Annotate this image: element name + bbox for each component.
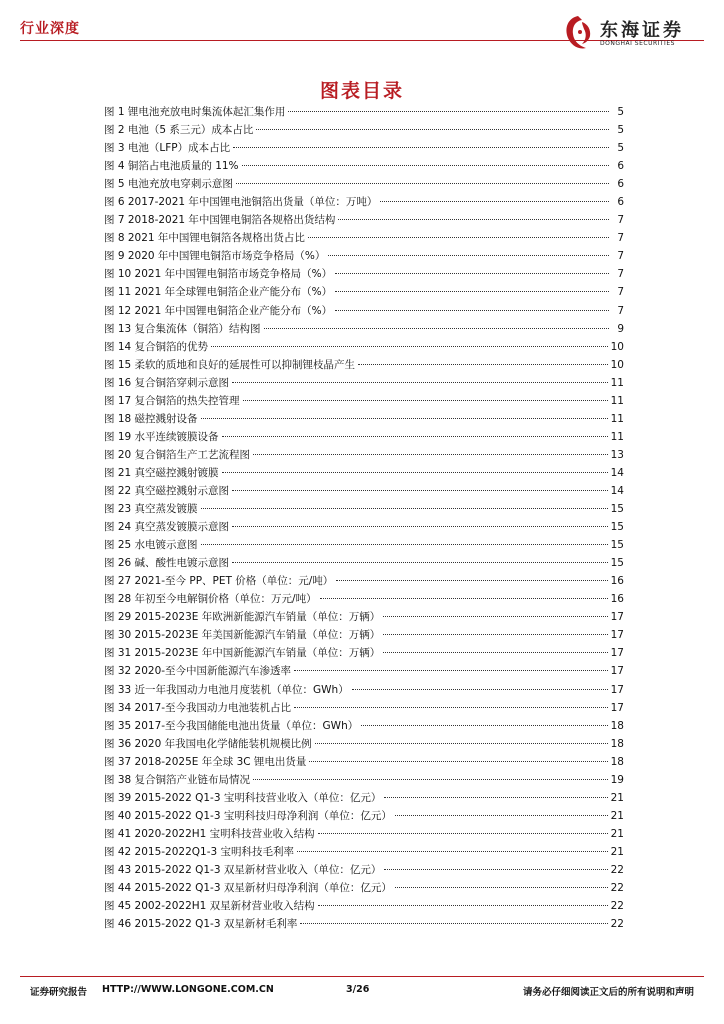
toc-entry-title: 图 5 电池充放电穿刺示意图 xyxy=(104,178,233,191)
dot-leader xyxy=(383,652,607,653)
footer-report-label: 证券研究报告 xyxy=(30,987,88,998)
toc-entry[interactable] xyxy=(104,121,624,139)
dot-leader xyxy=(211,346,608,347)
toc-entry[interactable] xyxy=(104,446,624,464)
toc-entry-page: 15 xyxy=(610,539,624,552)
toc-entry[interactable] xyxy=(104,518,624,536)
toc-entry-title: 图 39 2015-2022 Q1-3 宝明科技营业收入（单位：亿元） xyxy=(104,791,382,804)
dot-leader xyxy=(232,490,608,491)
toc-entry-page: 7 xyxy=(617,232,624,245)
toc-entry-title: 图 15 柔软的质地和良好的延展性可以抑制锂枝晶产生 xyxy=(104,358,356,371)
toc-entry-page: 7 xyxy=(617,250,624,263)
toc-entry[interactable] xyxy=(104,626,624,644)
dot-leader xyxy=(384,797,607,798)
toc-entry[interactable] xyxy=(104,374,624,392)
toc-entry-title: 图 18 磁控溅射设备 xyxy=(104,412,198,425)
toc-entry-page: 14 xyxy=(610,466,624,479)
dot-leader xyxy=(358,364,608,365)
toc-entry-page: 18 xyxy=(610,755,624,768)
toc-entry-page: 11 xyxy=(610,394,624,407)
dot-leader xyxy=(288,111,609,112)
toc-entry[interactable] xyxy=(104,699,624,717)
toc-entry-page: 11 xyxy=(610,376,624,389)
dot-leader xyxy=(201,544,608,545)
toc-entry[interactable] xyxy=(104,807,624,825)
toc-entry-title: 图 17 复合铜箔的热失控管理 xyxy=(104,394,240,407)
toc-entry-title: 图 35 2017-至今我国储能电池出货量（单位：GWh） xyxy=(104,719,359,732)
toc-entry[interactable] xyxy=(104,392,624,410)
toc-entry-title: 图 29 2015-2023E 年欧洲新能源汽车销量（单位：万辆） xyxy=(104,611,381,624)
dot-leader xyxy=(320,598,608,599)
dot-leader xyxy=(361,725,607,726)
toc-entry-title: 图 6 2017-2021 年中国锂电池铜箔出货量（单位：万吨） xyxy=(104,196,378,209)
toc-entry[interactable] xyxy=(104,915,624,933)
dot-leader xyxy=(264,328,609,329)
toc-entry-title: 图 20 复合铜箔生产工艺流程图 xyxy=(104,448,251,461)
report-type-tag: 行业深度 xyxy=(20,21,80,37)
dot-leader xyxy=(242,165,609,166)
toc-entry-title: 图 37 2018-2025E 年全球 3C 锂电出货量 xyxy=(104,755,307,768)
dot-leader xyxy=(253,779,608,780)
toc-entry-title: 图 44 2015-2022 Q1-3 双星新材归母净利润（单位：亿元） xyxy=(104,882,392,895)
toc-entry[interactable] xyxy=(104,644,624,662)
toc-entry-title: 图 43 2015-2022 Q1-3 双星新材营业收入（单位：亿元） xyxy=(104,863,382,876)
dot-leader xyxy=(232,562,608,563)
toc-entry-title: 图 9 2020 年中国锂电铜箔市场竞争格局（%） xyxy=(104,250,326,263)
toc-entry-page: 17 xyxy=(610,683,624,696)
toc-entry[interactable] xyxy=(104,825,624,843)
toc-entry[interactable] xyxy=(104,536,624,554)
dot-leader xyxy=(297,851,608,852)
dot-leader xyxy=(232,526,608,527)
toc-entry-page: 17 xyxy=(610,611,624,624)
dot-leader xyxy=(380,201,609,202)
toc-entry-page: 7 xyxy=(617,268,624,281)
toc-entry[interactable] xyxy=(104,247,624,265)
dot-leader xyxy=(352,689,608,690)
toc-entry-title: 图 32 2020-至今中国新能源汽车渗透率 xyxy=(104,665,292,678)
dot-leader xyxy=(395,887,608,888)
toc-entry[interactable] xyxy=(104,681,624,699)
toc-entry[interactable] xyxy=(104,464,624,482)
toc-entry[interactable] xyxy=(104,482,624,500)
toc-entry[interactable] xyxy=(104,771,624,789)
toc-entry-page: 5 xyxy=(617,106,624,118)
dot-leader xyxy=(328,255,609,256)
toc-entry-title: 图 26 碱、酸性电镀示意图 xyxy=(104,557,230,570)
dot-leader xyxy=(294,707,608,708)
toc-entry-page: 22 xyxy=(610,900,624,913)
dot-leader xyxy=(232,382,608,383)
figure-list xyxy=(104,103,624,933)
toc-entry[interactable] xyxy=(104,608,624,626)
toc-entry-page: 14 xyxy=(610,484,624,497)
dot-leader xyxy=(294,670,608,671)
toc-entry-title: 图 46 2015-2022 Q1-3 双星新材毛利率 xyxy=(104,918,298,931)
page-title: 图表目录 xyxy=(319,80,404,102)
toc-entry-page: 15 xyxy=(610,503,624,516)
dot-leader xyxy=(300,923,607,924)
toc-entry[interactable] xyxy=(104,753,624,771)
toc-entry[interactable] xyxy=(104,338,624,356)
toc-entry-page: 22 xyxy=(610,863,624,876)
toc-entry-page: 17 xyxy=(610,629,624,642)
toc-entry[interactable] xyxy=(104,590,624,608)
footer-website-link[interactable]: HTTP://WWW.LONGONE.COM.CN xyxy=(102,984,274,995)
toc-entry[interactable] xyxy=(104,662,624,680)
toc-entry-page: 6 xyxy=(617,178,624,191)
toc-entry[interactable] xyxy=(104,229,624,247)
toc-entry-page: 7 xyxy=(617,304,624,317)
toc-entry-title: 图 36 2020 年我国电化学储能装机规模比例 xyxy=(104,737,312,750)
toc-entry[interactable] xyxy=(104,139,624,157)
dot-leader xyxy=(384,869,607,870)
dot-leader xyxy=(222,436,608,437)
toc-entry-page: 21 xyxy=(610,809,624,822)
toc-entry[interactable] xyxy=(104,735,624,753)
toc-entry-page: 18 xyxy=(610,719,624,732)
toc-entry-title: 图 3 电池（LFP）成本占比 xyxy=(104,142,231,155)
toc-entry-title: 图 30 2015-2023E 年美国新能源汽车销量（单位：万辆） xyxy=(104,629,381,642)
dot-leader xyxy=(308,237,609,238)
toc-entry-page: 13 xyxy=(610,448,624,461)
dot-leader xyxy=(236,183,609,184)
dot-leader xyxy=(318,905,608,906)
toc-entry[interactable] xyxy=(104,211,624,229)
toc-entry-page: 7 xyxy=(617,286,624,299)
toc-entry-title: 图 1 锂电池充放电时集流体起汇集作用 xyxy=(104,106,286,118)
toc-entry-page: 21 xyxy=(610,845,624,858)
logo-english-name: DONGHAI SECURITIES xyxy=(600,40,675,47)
toc-entry[interactable] xyxy=(104,500,624,518)
toc-entry-title: 图 40 2015-2022 Q1-3 宝明科技归母净利润（单位：亿元） xyxy=(104,809,392,822)
toc-entry[interactable] xyxy=(104,861,624,879)
toc-entry-title: 图 31 2015-2023E 年中国新能源汽车销量（单位：万辆） xyxy=(104,647,381,660)
toc-entry-page: 18 xyxy=(610,737,624,750)
dot-leader xyxy=(201,508,608,509)
toc-entry-title: 图 2 电池（5 系三元）成本占比 xyxy=(104,124,254,137)
dot-leader xyxy=(243,400,608,401)
toc-entry[interactable] xyxy=(104,356,624,374)
toc-entry-page: 9 xyxy=(617,322,624,335)
toc-entry-title: 图 28 年初至今电解铜价格（单位：万元/吨） xyxy=(104,593,317,606)
toc-entry-title: 图 7 2018-2021 年中国锂电铜箔各规格出货结构 xyxy=(104,214,336,227)
toc-entry[interactable] xyxy=(104,157,624,175)
dot-leader xyxy=(233,147,609,148)
dragon-logo-icon xyxy=(560,12,596,54)
toc-entry-title: 图 38 复合铜箔产业链布局情况 xyxy=(104,773,251,786)
toc-entry[interactable] xyxy=(104,193,624,211)
dot-leader xyxy=(336,580,607,581)
dot-leader xyxy=(383,634,607,635)
dot-leader xyxy=(315,743,608,744)
toc-entry[interactable] xyxy=(104,789,624,807)
toc-entry-title: 图 19 水平连续镀膜设备 xyxy=(104,430,219,443)
toc-entry[interactable] xyxy=(104,103,624,121)
toc-entry-title: 图 23 真空蒸发镀膜 xyxy=(104,503,198,516)
toc-entry-title: 图 24 真空蒸发镀膜示意图 xyxy=(104,521,230,534)
toc-entry[interactable] xyxy=(104,572,624,590)
toc-entry-page: 10 xyxy=(610,340,624,353)
toc-entry-title: 图 27 2021-至今 PP、PET 价格（单位：元/吨） xyxy=(104,575,334,588)
toc-entry-page: 5 xyxy=(617,124,624,137)
toc-entry[interactable] xyxy=(104,897,624,915)
toc-entry-title: 图 8 2021 年中国锂电铜箔各规格出货占比 xyxy=(104,232,305,245)
dot-leader xyxy=(335,291,609,292)
toc-entry-page: 11 xyxy=(610,412,624,425)
toc-entry-title: 图 33 近一年我国动力电池月度装机（单位：GWh） xyxy=(104,683,349,696)
dot-leader xyxy=(335,273,609,274)
toc-entry-page: 22 xyxy=(610,882,624,895)
toc-entry-title: 图 21 真空磁控溅射镀膜 xyxy=(104,466,219,479)
toc-entry-title: 图 34 2017-至今我国动力电池装机占比 xyxy=(104,701,292,714)
toc-entry-page: 15 xyxy=(610,557,624,570)
toc-entry[interactable] xyxy=(104,843,624,861)
dot-leader xyxy=(383,616,607,617)
toc-entry-page: 22 xyxy=(610,918,624,931)
footer-page-number: 3/26 xyxy=(346,984,370,995)
toc-entry-title: 图 16 复合铜箔穿刺示意图 xyxy=(104,376,230,389)
toc-entry-title: 图 42 2015-2022Q1-3 宝明科技毛利率 xyxy=(104,845,295,858)
toc-entry-page: 21 xyxy=(610,791,624,804)
toc-entry-title: 图 14 复合铜箔的优势 xyxy=(104,340,209,353)
dot-leader xyxy=(309,761,607,762)
toc-entry-title: 图 25 水电镀示意图 xyxy=(104,539,198,552)
toc-entry-page: 5 xyxy=(617,142,624,155)
toc-entry-page: 6 xyxy=(617,160,624,173)
toc-entry[interactable] xyxy=(104,320,624,338)
toc-entry-page: 10 xyxy=(610,358,624,371)
dot-leader xyxy=(338,219,609,220)
toc-entry-page: 6 xyxy=(617,196,624,209)
toc-entry-page: 17 xyxy=(610,647,624,660)
dot-leader xyxy=(256,129,609,130)
dot-leader xyxy=(222,472,608,473)
toc-entry-page: 19 xyxy=(610,773,624,786)
toc-entry[interactable] xyxy=(104,879,624,897)
toc-entry-page: 11 xyxy=(610,430,624,443)
toc-entry[interactable] xyxy=(104,302,624,320)
footer-divider xyxy=(20,976,704,977)
toc-entry[interactable] xyxy=(104,283,624,301)
toc-entry-title: 图 4 铜箔占电池质量的 11% xyxy=(104,160,239,173)
toc-entry[interactable] xyxy=(104,175,624,193)
logo-chinese-name: 东海证券 xyxy=(600,20,684,41)
toc-entry-title: 图 45 2002-2022H1 双星新材营业收入结构 xyxy=(104,900,315,913)
footer-disclaimer: 请务必仔细阅读正文后的所有说明和声明 xyxy=(523,987,695,998)
toc-entry-title: 图 22 真空磁控溅射示意图 xyxy=(104,484,230,497)
dot-leader xyxy=(201,418,608,419)
toc-entry[interactable] xyxy=(104,410,624,428)
toc-entry-title: 图 10 2021 年中国锂电铜箔市场竞争格局（%） xyxy=(104,268,333,281)
toc-entry-title: 图 41 2020-2022H1 宝明科技营业收入结构 xyxy=(104,827,315,840)
toc-entry[interactable] xyxy=(104,554,624,572)
toc-entry-page: 21 xyxy=(610,827,624,840)
toc-entry-page: 7 xyxy=(617,214,624,227)
toc-entry-page: 17 xyxy=(610,701,624,714)
dot-leader xyxy=(335,310,609,311)
toc-entry-title: 图 12 2021 年中国锂电铜箔企业产能分布（%） xyxy=(104,304,333,317)
toc-entry-title: 图 13 复合集流体（铜箔）结构图 xyxy=(104,322,261,335)
toc-entry[interactable] xyxy=(104,265,624,283)
toc-entry[interactable] xyxy=(104,717,624,735)
toc-entry-page: 16 xyxy=(610,593,624,606)
toc-entry-page: 16 xyxy=(610,575,624,588)
dot-leader xyxy=(395,815,608,816)
toc-entry[interactable] xyxy=(104,428,624,446)
dot-leader xyxy=(318,833,608,834)
dot-leader xyxy=(253,454,608,455)
toc-entry-title: 图 11 2021 年全球锂电铜箔企业产能分布（%） xyxy=(104,286,333,299)
company-logo xyxy=(560,12,710,56)
toc-entry-page: 15 xyxy=(610,521,624,534)
toc-entry-page: 17 xyxy=(610,665,624,678)
